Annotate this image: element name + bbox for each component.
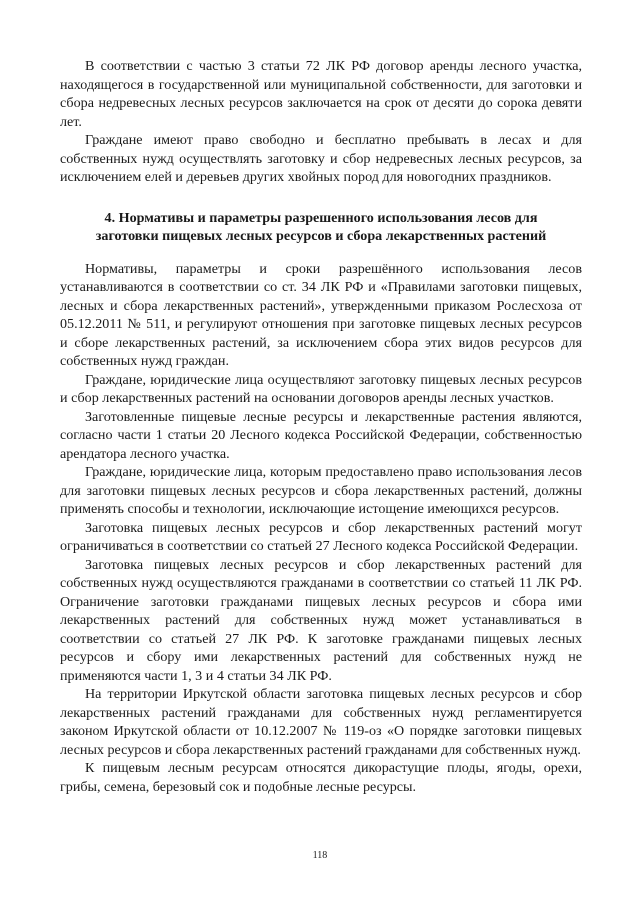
document-page — [60, 57, 582, 796]
paragraph-citizens-right: Граждане имеют право свободно и бесплатно пребывать в лесах и для собственных нужд осуществлять заготовку и сбор недревесных лесных ресурсов, за исключением елей и деревьев других хвойных пород для новогодних праздников. — [60, 132, 582, 185]
page-number: 118 — [312, 850, 328, 861]
section-heading-line-1: 4. Нормативы и параметры разрешенного использования лесов для — [104, 209, 538, 226]
paragraph-personal-needs: Заготовка пищевых лесных ресурсов и сбор лекарственных растений для собственных нужд осуществляются гражданами в соответствии со статьей 11 ЛК РФ. Ограничение заготовки гражданами пищевых лесных ресурсов и сбора ими лекарственных растений для собственных нужд может устанавливаться в соответствии со статьей 27 ЛК РФ. К заготовке гражданами пищевых лесных ресурсов и сбору ими лекарственных растений для собственных нужд не применяются части 1, 3 и 4 статьи 34 ЛК РФ. — [60, 556, 582, 684]
paragraph-restrictions: Заготовка пищевых лесных ресурсов и сбор лекарственных растений могут ограничиваться в соответствии со статьей 27 Лесного кодекса Российской Федерации. — [60, 519, 582, 554]
paragraph-food-resources: К пищевым лесным ресурсам относятся дикорастущие плоды, ягоды, орехи, грибы, семена, березовый сок и подобные лесные ресурсы. — [60, 760, 582, 795]
section-heading — [60, 209, 582, 246]
paragraph-norms: Нормативы, параметры и сроки разрешённого использования лесов устанавливаются в соответствии со ст. 34 ЛК РФ и «Правилами заготовки пищевых, лесных и сбора лекарственных растений», утвержденными приказом Рослесхоза от 05.12.2011 № 511, и регулируют отношения при заготовке пищевых лесных ресурсов и сборе лекарственных растений, за исключением сбора этих видов ресурсов для собственных нужд граждан. — [60, 260, 582, 369]
paragraph-methods: Граждане, юридические лица, которым предоставлено право использования лесов для заготовки пищевых лесных ресурсов и сбора лекарственных растений, должны применять способы и технологии, исключающие истощение имеющихся ресурсов. — [60, 464, 582, 517]
paragraph-irkutsk-law: На территории Иркутской области заготовка пищевых лесных ресурсов и сбор лекарственных растений гражданами для собственных нужд регламентируется законом Иркутской области от 10.12.2007 № 119-оз «О порядке заготовки пищевых лесных ресурсов и сбора лекарственных растений гражданами для собственных нужд. — [60, 686, 582, 758]
paragraph-lease-basis: Граждане, юридические лица осуществляют заготовку пищевых лесных ресурсов и сбор лекарственных растений на основании договоров аренды лесных участков. — [60, 371, 582, 406]
paragraph-ownership: Заготовленные пищевые лесные ресурсы и лекарственные растения являются, согласно части 1 статьи 20 Лесного кодекса Российской Федерации, собственностью арендатора лесного участка. — [60, 408, 582, 462]
section-heading-line-2: заготовки пищевых лесных ресурсов и сбора лекарственных растений — [95, 228, 547, 244]
paragraph-lease-term: В соответствии с частью 3 статьи 72 ЛК РФ договор аренды лесного участка, находящегося в государственной или муниципальной собственности, для заготовки и сбора недревесных лесных ресурсов заключается на срок от десяти до сорока девяти лет. — [60, 58, 582, 130]
